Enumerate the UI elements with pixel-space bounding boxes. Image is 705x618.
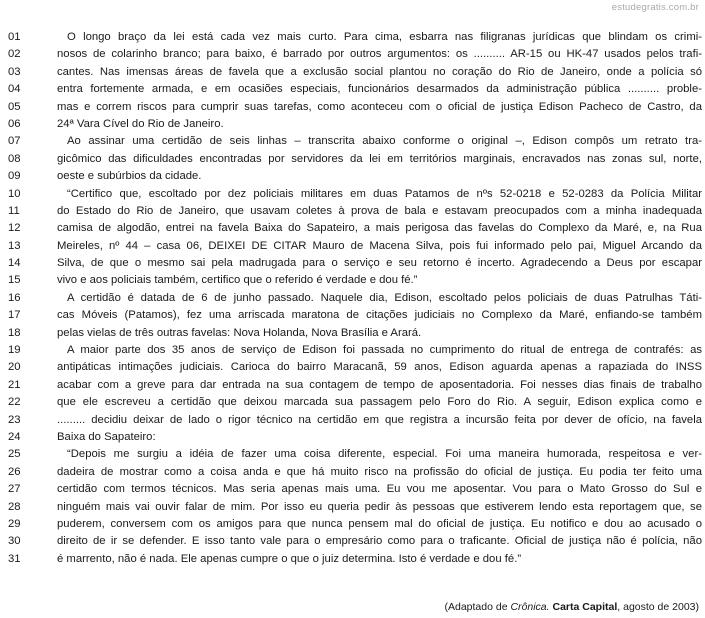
text-line (8, 99, 702, 116)
source-suffix: , agosto de 2003) (617, 601, 699, 613)
line-text: ninguém mais vai ouvir falar de mim. Por isso eu queria pedir às pessoas que estiverem lendo esta reportagem que, se (57, 500, 702, 513)
text-line (8, 203, 702, 220)
text-line (8, 238, 702, 255)
line-number: 22 (8, 396, 21, 409)
line-number: 07 (8, 135, 21, 148)
line-number: 09 (8, 170, 21, 183)
line-text: acabar com a greve para dar entrada na sua contagem de tempo de aposentadoria. Foi nesses dias finais de trabalho (57, 378, 702, 391)
line-text: dadeira de mostrar como a coisa anda e que há muito risco na profissão do oficial de justiça. Eu podia ter feito uma (57, 465, 702, 478)
line-number: 25 (8, 448, 21, 461)
line-text: vivo e aos policiais também, certifico que o referido é verdade e dou fé.” (57, 274, 418, 287)
line-number: 21 (8, 378, 21, 391)
text-line (8, 116, 702, 133)
line-number: 14 (8, 257, 21, 270)
text-line (8, 29, 702, 46)
text-line (8, 342, 702, 359)
line-number: 28 (8, 500, 21, 513)
text-line (8, 551, 702, 568)
line-number: 17 (8, 309, 21, 322)
text-line (8, 255, 702, 272)
text-line (8, 133, 702, 150)
line-number: 20 (8, 361, 21, 374)
text-line (8, 499, 702, 516)
text-line (8, 394, 702, 411)
watermark: estudegratis.com.br (611, 2, 699, 13)
line-number: 06 (8, 117, 21, 130)
line-number: 23 (8, 413, 21, 426)
line-text: “Depois me surgiu a idéia de fazer uma coisa diferente, especial. Foi uma maneira humorada, respeitosa e ver- (67, 448, 702, 461)
line-number: 29 (8, 517, 21, 530)
line-number: 11 (8, 204, 20, 217)
text-line (8, 412, 702, 429)
line-number: 18 (8, 326, 21, 339)
text-line (8, 307, 702, 324)
line-number: 15 (8, 274, 21, 287)
line-text: cas Móveis (Patamos), fez uma arriscada maratona de citações judiciais no Complexo da Maré, enfiando-se também (57, 309, 702, 322)
line-text: puderem, conversem com os amigos para que nunca pensem mal do oficial de justiça. Eu notifico e dou ao acusado o (57, 517, 702, 530)
line-number: 02 (8, 48, 21, 61)
line-number: 16 (8, 291, 21, 304)
line-number: 05 (8, 100, 21, 113)
text-line (8, 64, 702, 81)
source-publication: Carta Capital (552, 601, 618, 613)
line-text: oeste e subúrbios da cidade. (57, 170, 202, 183)
line-text: cantes. Nas imensas áreas de favela que a exclusão social plantou no coração do Rio de Janeiro, onde a polícia só (57, 65, 702, 78)
line-text: mas e correm riscos para cumprir suas tarefas, como aconteceu com o oficial de justiça Edison Pacheco de Castro, da (57, 100, 702, 113)
source-work: Crônica. (510, 601, 550, 613)
line-number: 26 (8, 465, 21, 478)
line-text: pelas vielas de três outras favelas: Nova Holanda, Nova Brasília e Arará. (57, 326, 422, 339)
text-line (8, 533, 702, 550)
text-line (8, 446, 702, 463)
text-line (8, 377, 702, 394)
text-line (8, 168, 702, 185)
line-text: que ele escreveu a certidão que deixou marcada sua passagem pelo Foro do Rio. A seguir, Edison explica como e (57, 396, 702, 409)
line-text: Ao assinar uma certidão de seis linhas – transcrita abaixo conforme o original –, Edison compôs um retrato tra- (67, 135, 702, 148)
text-line (8, 481, 702, 498)
line-number: 01 (8, 31, 21, 43)
text-line (8, 290, 702, 307)
text-line (8, 151, 702, 168)
text-line (8, 46, 702, 63)
line-text: A certidão é datada de 6 de junho passado. Naquele dia, Edison, escoltado pelos policiais de duas Patrulhas Táti- (67, 291, 702, 304)
line-text: ......... decidiu deixar de lado o rigor técnico na certidão em que registra a incursão feita por dever de ofício, na favela (57, 413, 702, 426)
line-text: 24ª Vara Cível do Rio de Janeiro. (57, 117, 224, 130)
line-text: camisa de algodão, entrei na favela Baixa do Sapateiro, a mais perigosa das favelas do Complexo da Maré, e, na Rua (57, 222, 702, 235)
source-prefix: (Adaptado de (444, 601, 511, 613)
text-line (8, 220, 702, 237)
text-line (8, 516, 702, 533)
line-number: 19 (8, 344, 21, 357)
line-text: gicômico das dificuldades encontradas por servidores da lei em territórios marginais, encravados nas zonas sul, norte, (57, 152, 702, 165)
line-text: é marrento, não é nada. Ele apenas cumpre o que o juiz determina. Isto é verdade e dou fé.” (57, 552, 522, 565)
line-text: Meireles, nº 44 – casa 06, DEIXEI DE CITAR Mauro de Macena Silva, pois fui informado pelo pai, Miguel Arcando da (57, 239, 702, 252)
line-number: 03 (8, 65, 21, 78)
line-text: O longo braço da lei está cada vez mais curto. Para cima, esbarra nas filigranas jurídicas que blindam os crimi- (67, 31, 702, 43)
text-line (8, 464, 702, 481)
line-text: entra fortemente armada, e em ocasiões especiais, funcionários desarmados da administração pública .......... proble- (57, 83, 702, 96)
line-number: 31 (8, 552, 21, 565)
text-body (8, 29, 702, 568)
line-number: 10 (8, 187, 21, 200)
text-line (8, 429, 702, 446)
line-number: 13 (8, 239, 21, 252)
line-text: “Certifico que, escoltado por dez policiais militares em duas Patamos de nºs 52-0218 e 52-0283 da Polícia Militar (67, 187, 702, 200)
line-number: 27 (8, 483, 21, 496)
line-text: direito de ir se defender. E isso tanto vale para o empresário como para o traficante. Oficial de justiça não é polícia, não (57, 535, 702, 548)
text-line (8, 81, 702, 98)
text-line (8, 325, 702, 342)
line-number: 08 (8, 152, 21, 165)
line-text: do Estado do Rio de Janeiro, que usavam coletes à prova de bala e estavam preocupados com a minha inadequada (57, 204, 702, 217)
text-line (8, 359, 702, 376)
source-citation (444, 601, 699, 613)
line-text: A maior parte dos 35 anos de serviço de Edison foi passada no cumprimento do ritual de entrega de contrafés: as (67, 344, 702, 357)
line-number: 30 (8, 535, 21, 548)
line-text: Silva, de que o mesmo sai pela madrugada para o serviço e seu retorno é incerto. Agradecendo a Deus por escapar (57, 257, 702, 270)
line-text: Baixa do Sapateiro: (57, 430, 156, 443)
line-text: certidão com termos técnicos. Mas seria apenas mais uma. Eu vou me aposentar. Vou para o Mato Grosso do Sul e (57, 483, 702, 496)
line-number: 24 (8, 430, 21, 443)
text-line (8, 272, 702, 289)
line-number: 04 (8, 83, 21, 96)
line-text: nosos de colarinho branco; para baixo, é barrado por outros argumentos: os .......... AR-15 ou HK-47 usados pelos trafi- (57, 48, 702, 61)
line-text: antipáticas intimações judiciais. Carioca do bairro Maracanã, 59 anos, Edison aguarda apenas a rapaziada do INSS (57, 361, 702, 374)
text-line (8, 186, 702, 203)
line-number: 12 (8, 222, 21, 235)
